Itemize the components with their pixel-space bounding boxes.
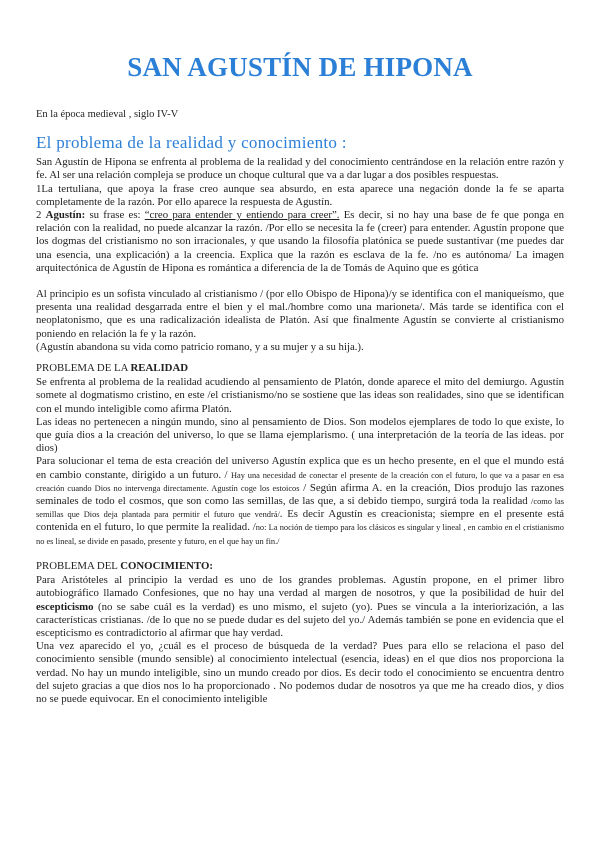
- paragraph-verdad: Una vez aparecido el yo, ¿cuál es el proceso de búsqueda de la verdad? Pues para ello se relaciona el paso del conocimiento sensible (mundo sensible) al conocimiento intelectual (esencia, ideas) en el que dios nos proporciona la verdad. No hay un mundo inteligible, sino un mundo creado por dios. Es decir todo el conocimiento se encuentra dentro del sujeto gracias a que dios nos lo ha proporcionado . No podemos dudar de nosotros ya que me ha creado dios, y dios no se puede equivocar. En el conocimiento inteligible: [36, 640, 564, 705]
- list-number: 2: [36, 209, 46, 222]
- section-heading-realidad: [36, 362, 564, 375]
- heading-bold: CONOCIMIENTO:: [120, 559, 213, 572]
- escepticismo-term: escepticismo: [36, 600, 94, 613]
- agustin-explanation: Es decir, si no hay una base de fe que ponga en relación con la realidad, no puede alcanzar la razón. /Por ello se necesita la fe (creer) para entender. Agustín propone que los dogmas del cristianismo no son irracionales, y que usando la filosofía platónica se puede sustantivar (me puedes dar una esencia, una explicación) a la creencia. Explica que la razón es esclava de la fe. /no es autónoma/ La imagen arquitectónica de Agustín de Hipona es romántica a diferencia de la de Tomás de Aquino que es gótica: [36, 209, 564, 274]
- paragraph-biography: Al principio es un sofista vinculado al cristianismo / (por ello Obispo de Hipona)/y se identifica con el maniqueísmo, que presenta una realidad desgarrada entre el bien y el mal./hombre como una marioneta/. Más tarde se identifica con el neoplatonismo, que es una radicalización idealista de Platón. Así que finalmente Agustín se convierte al cristianismo poniendo en relación la fe y la razón.: [36, 288, 564, 340]
- document-title: SAN AGUSTÍN DE HIPONA: [127, 52, 473, 82]
- heading-prefix: PROBLEMA DE LA: [36, 362, 131, 375]
- phrase-intro: su frase es:: [85, 209, 145, 222]
- section-heading-conocimiento: [36, 560, 564, 573]
- heading-bold: REALIDAD: [130, 362, 189, 375]
- section-heading-realidad-conocimiento: El problema de la realidad y conocimiento :: [36, 133, 347, 153]
- agustin-label: Agustín:: [45, 209, 86, 222]
- paragraph-platon: Se enfrenta al problema de la realidad acudiendo al pensamiento de Platón, donde aparece el mito del demiurgo. Agustín somete al dogmatismo cristino, en este /el cristianismo/no se sostiene que las ideas son realidades, sino que se identifican con el mundo inteligible como afirma Platón.: [36, 376, 564, 415]
- paragraph-aristoteles: [36, 574, 564, 640]
- paragraph-biography-note: (Agustín abandona su vida como patricio romano, y a su mujer y a su hija.).: [36, 340, 364, 353]
- paragraph-agustin-answer: [36, 209, 564, 275]
- aristoteles-text-a: Para Aristóteles al principio la verdad es uno de los grandes problemas. Agustín propone, en el primer libro autobiográfico llamado Confesiones, que no hay una verdad al margen de nosotros, y que la posibilidad de huir del: [36, 574, 564, 600]
- paragraph-ideas: Las ideas no pertenecen a ningún mundo, sino al pensamiento de Dios. Son modelos ejemplares de todo lo que existe, lo que guía dios a la creación del universo, lo que se llama ejemplarismo. ( una interpretación de la teoría de las ideas. por dios): [36, 415, 564, 455]
- creacion-note-1: Hay una necesidad de conectar el presente de la creación con el futuro, lo que va a pasar en esa creación cuando Dios no intervenga directamente. Agustín coge los estoicos: [36, 470, 564, 493]
- famous-quote: “creo para entender y entiendo para creer”.: [144, 209, 340, 222]
- paragraph-creacion: [36, 455, 564, 547]
- spacer: [36, 275, 564, 288]
- creacion-note-3: no: La noción de tiempo para los clásicos es singular y lineal , en cambio en el cristianismo no es lineal, se divide en pasado, presente y futuro, en el que hay un fin./: [36, 523, 564, 546]
- creacion-text-b: / Según afirma A. en la creación, Dios produjo las razones seminales de todo el cosmos, que son como las semillas, de las que, a si debido tiempo, surgirá toda la realidad: [36, 481, 564, 508]
- paragraph-intro: San Agustín de Hipona se enfrenta al problema de la realidad y del conocimiento centrándose en la relación entre razón y fe. Al ser una relación compleja se produce un choque cultural que va a dar lugar a dos posibles respuestas.: [36, 156, 564, 182]
- aristoteles-text-b: (no se sabe cuál es la verdad) es uno mismo, el sujeto (yo). Pues se vincula a la interiorización, a las características cristianas. /de lo que no se puede dudar es del sujeto del yo./ Además también se pone en evidencia que el escepticismo es contradictorio al afirmar que hay verdad.: [36, 600, 564, 639]
- heading-prefix: PROBLEMA DEL: [36, 559, 121, 572]
- paragraph-tertuliana: 1La tertuliana, que apoya la frase creo aunque sea absurdo, en esta aparece una negación donde la fe se aparta completamente de la razón. Por ello aparece la respuesta de Agustín.: [36, 182, 564, 208]
- creacion-note-2: /como las semillas que Dios deja plantada para permitir el futuro que vendrá/: [36, 497, 564, 520]
- creacion-text-a: Para solucionar el tema de esta creación del universo Agustín explica que es un hecho presente, en el que el mundo está en cambio constante, dirigido a un futuro. /: [36, 455, 564, 481]
- creacion-text-c: . Es decir Agustín es creacionista; siempre en el presente está contenida en el futuro, lo que permite la realidad. /: [36, 508, 564, 534]
- subtitle: En la época medieval , siglo IV-V: [36, 109, 179, 120]
